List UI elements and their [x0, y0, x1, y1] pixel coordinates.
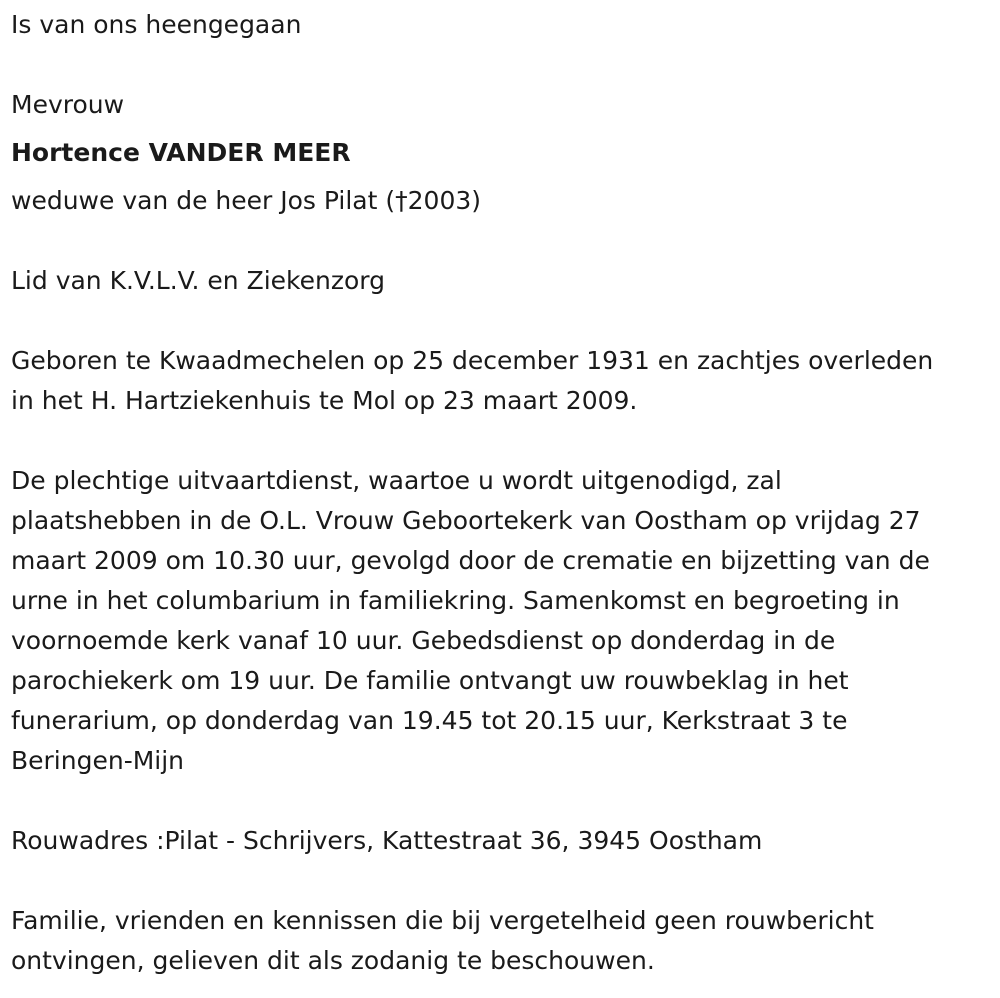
- paragraph-line: maart 2009 om 10.30 uur, gevolgd door de crematie en bijzetting van de: [11, 546, 930, 575]
- paragraph-line: ontvingen, gelieven dit als zodanig te beschouwen.: [11, 946, 655, 975]
- paragraph-line: voornoemde kerk vanaf 10 uur. Gebedsdienst op donderdag in de: [11, 626, 836, 655]
- paragraph-line: plaatshebben in de O.L. Vrouw Geboortekerk van Oostham op vrijdag 27: [11, 506, 921, 535]
- widow-line: weduwe van de heer Jos Pilat (†2003): [11, 186, 482, 215]
- mourning-address: Rouwadres :Pilat - Schrijvers, Kattestraat 36, 3945 Oostham: [11, 826, 763, 855]
- paragraph-line: funerarium, op donderdag van 19.45 tot 20.15 uur, Kerkstraat 3 te: [11, 706, 848, 735]
- intro-line: Is van ons heengegaan: [11, 10, 302, 39]
- paragraph-line: Geboren te Kwaadmechelen op 25 december 1931 en zachtjes overleden: [11, 346, 934, 375]
- paragraph-line: Familie, vrienden en kennissen die bij vergetelheid geen rouwbericht: [11, 906, 874, 935]
- paragraph-line: in het H. Hartziekenhuis te Mol op 23 maart 2009.: [11, 386, 638, 415]
- deceased-name: Hortence VANDER MEER: [11, 138, 351, 167]
- paragraph-line: parochiekerk om 19 uur. De familie ontvangt uw rouwbeklag in het: [11, 666, 849, 695]
- paragraph-line: urne in het columbarium in familiekring. Samenkomst en begroeting in: [11, 586, 900, 615]
- salutation: Mevrouw: [11, 90, 125, 119]
- paragraph-line: De plechtige uitvaartdienst, waartoe u wordt uitgenodigd, zal: [11, 466, 782, 495]
- membership-line: Lid van K.V.L.V. en Ziekenzorg: [11, 266, 385, 295]
- paragraph-line: Beringen-Mijn: [11, 746, 185, 775]
